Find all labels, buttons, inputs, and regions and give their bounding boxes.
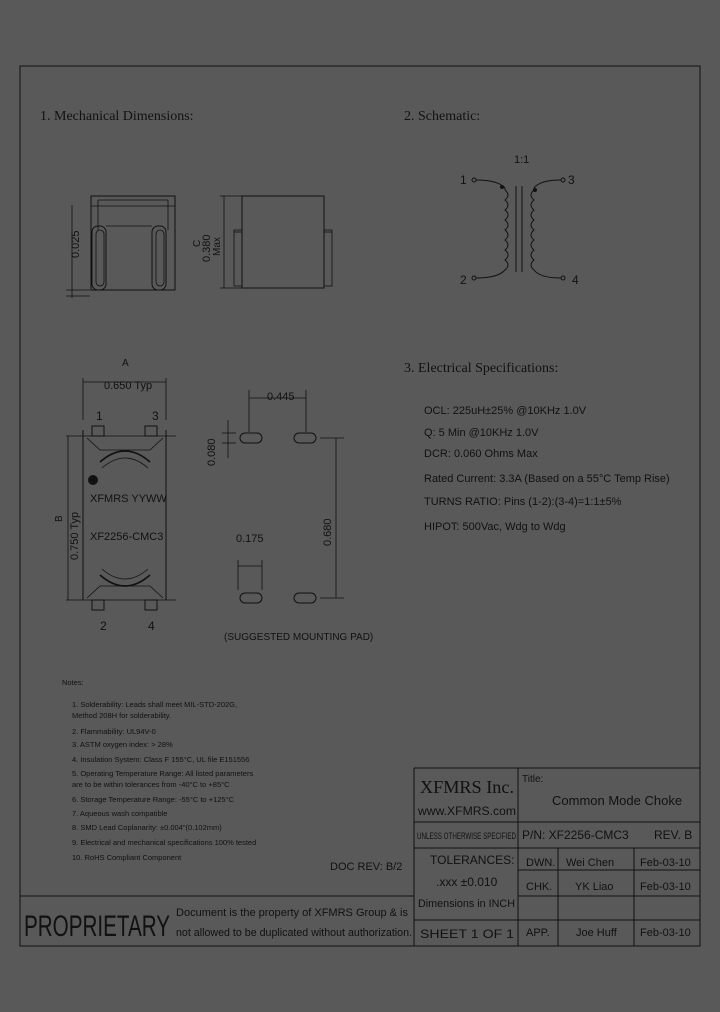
notes-heading: Notes: bbox=[62, 678, 84, 687]
note-line: 7. Aqueous wash compatible bbox=[72, 809, 168, 818]
note-line: 4. Insulation System: Class F 155°C, UL file E151556 bbox=[72, 755, 250, 764]
chk-date: Feb-03-10 bbox=[640, 881, 691, 893]
app-label: APP. bbox=[526, 927, 550, 939]
dim-c-value: 0.380 bbox=[201, 234, 213, 262]
company-website: www.XFMRS.com bbox=[416, 804, 516, 818]
company-name: XFMRS Inc. bbox=[420, 777, 514, 797]
schematic-ratio: 1:1 bbox=[514, 154, 530, 166]
note-line: 6. Storage Temperature Range: -55°C to +125°C bbox=[72, 795, 234, 804]
pad-caption: (SUGGESTED MOUNTING PAD) bbox=[224, 632, 374, 643]
drawing-title: Common Mode Choke bbox=[552, 793, 683, 808]
notes bbox=[62, 678, 256, 862]
schematic-pin-2: 2 bbox=[460, 273, 467, 287]
dim-a-value: 0.650 Typ bbox=[104, 380, 153, 392]
note-line: 1. Solderability: Leads shall meet MIL-STD-202G, bbox=[72, 700, 238, 709]
marking-line1: XFMRS YYWW bbox=[90, 493, 167, 505]
chk-name: YK Liao bbox=[575, 881, 614, 893]
sheet-count: SHEET 1 OF 1 bbox=[420, 927, 515, 941]
spec-line: Q: 5 Min @10KHz 1.0V bbox=[424, 427, 539, 439]
tolerances-value: .xxx ±0.010 bbox=[436, 875, 498, 889]
schematic-pin-3: 3 bbox=[568, 173, 575, 187]
top-pin-3: 3 bbox=[152, 409, 159, 423]
note-line: 10. RoHS Compliant Component bbox=[72, 853, 182, 862]
app-date: Feb-03-10 bbox=[640, 927, 691, 939]
spec-line: HIPOT: 500Vac, Wdg to Wdg bbox=[424, 521, 566, 533]
electrical-specs bbox=[424, 405, 670, 533]
title-label: Title: bbox=[522, 774, 544, 785]
proprietary-line-2: not allowed to be duplicated without authorization. bbox=[176, 927, 412, 939]
note-line: are to be within tolerances from -40°C to +85°C bbox=[72, 780, 230, 789]
note-line: 8. SMD Lead Coplanarity: ±0.004"(0.102mm) bbox=[72, 823, 222, 832]
top-pin-2: 2 bbox=[100, 619, 107, 633]
note-line: 5. Operating Temperature Range: All listed parameters bbox=[72, 769, 254, 778]
electrical-title: 3. Electrical Specifications: bbox=[404, 361, 559, 376]
note-line: 9. Electrical and mechanical specifications 100% tested bbox=[72, 838, 257, 847]
part-number: P/N: XF2256-CMC3 bbox=[522, 828, 629, 842]
marking-line2: XF2256-CMC3 bbox=[90, 531, 164, 543]
top-pin-1: 1 bbox=[96, 409, 103, 423]
tolerances-label: TOLERANCES: bbox=[430, 853, 515, 867]
dim-b-value: 0.750 Typ bbox=[69, 511, 81, 560]
dim-a-letter: A bbox=[122, 358, 129, 369]
top-pin-4: 4 bbox=[148, 619, 155, 633]
dim-0-025: 0.025 bbox=[70, 230, 82, 258]
revision: REV. B bbox=[654, 828, 693, 842]
pad-dim-width: 0.175 bbox=[236, 533, 264, 545]
chk-label: CHK. bbox=[526, 881, 553, 893]
top-view bbox=[54, 358, 176, 633]
dimensions-unit: Dimensions in INCH bbox=[418, 898, 516, 910]
app-name: Joe Huff bbox=[576, 927, 617, 939]
pad-dim-height: 0.080 bbox=[206, 438, 218, 466]
schematic bbox=[460, 154, 579, 287]
dwn-date: Feb-03-10 bbox=[640, 857, 691, 869]
schematic-pin-4: 4 bbox=[572, 273, 579, 287]
note-line: Method 208H for solderability. bbox=[72, 711, 172, 720]
proprietary-line-1: Document is the property of XFMRS Group & is bbox=[176, 907, 409, 919]
dwn-name: Wei Chen bbox=[566, 857, 615, 869]
unless-specified: UNLESS OTHERWISE SPECIFIED bbox=[417, 831, 517, 841]
note-line: 3. ASTM oxygen index: > 28% bbox=[72, 740, 173, 749]
mechanical-title: 1. Mechanical Dimensions: bbox=[40, 109, 194, 124]
doc-rev: DOC REV: B/2 bbox=[330, 861, 403, 873]
pad-dim-spacing: 0.445 bbox=[267, 391, 295, 403]
schematic-title: 2. Schematic: bbox=[404, 109, 481, 124]
dim-c-max: Max bbox=[212, 237, 223, 256]
front-view bbox=[192, 196, 332, 288]
spec-line: DCR: 0.060 Ohms Max bbox=[424, 448, 538, 460]
spec-line: OCL: 225uH±25% @10KHz 1.0V bbox=[424, 405, 587, 417]
mounting-pad bbox=[206, 390, 373, 643]
dwn-label: DWN. bbox=[526, 857, 556, 869]
spec-line: Rated Current: 3.3A (Based on a 55°C Temp Rise) bbox=[424, 473, 670, 485]
side-view bbox=[66, 196, 175, 298]
schematic-pin-1: 1 bbox=[460, 173, 467, 187]
proprietary-label: PROPRIETARY bbox=[24, 910, 170, 943]
pad-dim-length: 0.680 bbox=[322, 518, 334, 546]
spec-line: TURNS RATIO: Pins (1-2):(3-4)=1:1±5% bbox=[424, 496, 622, 508]
note-line: 2. Flammability: UL94V-0 bbox=[72, 727, 156, 736]
dim-c-letter: C bbox=[192, 239, 203, 247]
dim-b-letter: B bbox=[54, 515, 65, 522]
